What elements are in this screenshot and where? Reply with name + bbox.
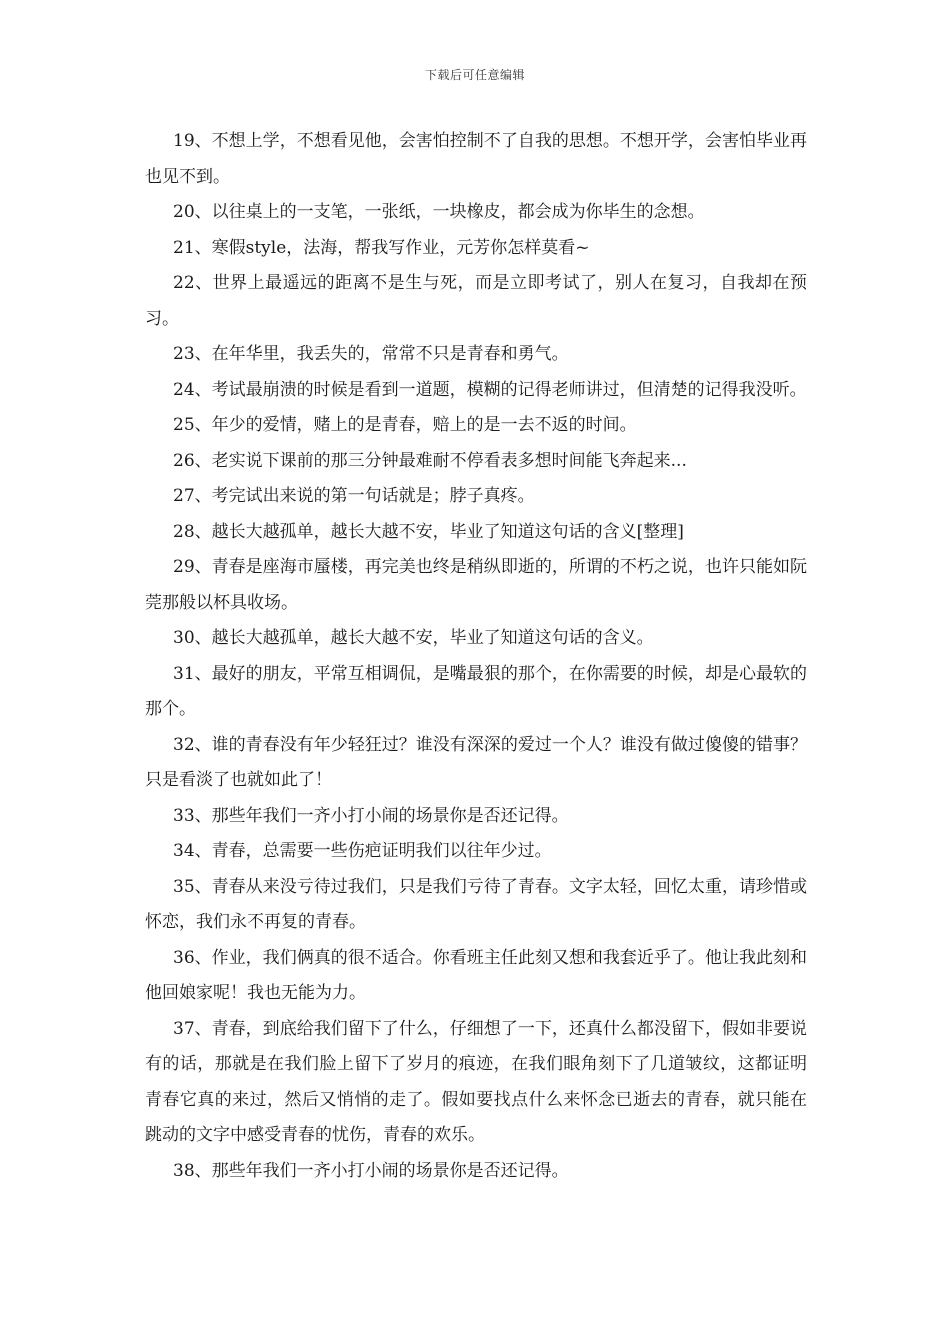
paragraph-26: 26、老实说下课前的那三分钟最难耐不停看表多想时间能飞奔起来... [173,450,687,471]
paragraph-32: 32、谁的青春没有年少轻狂过？谁没有深深的爱过一个人？谁没有做过傻傻的错事？只是看淡了也就如此了！ [145,734,807,790]
paragraph-30: 30、越长大越孤单，越长大越不安，毕业了知道这句话的含义。 [173,628,654,648]
paragraph-38: 38、那些年我们一齐小打小闹的场景你是否还记得。 [173,1160,569,1181]
paragraph-24: 24、考试最崩溃的时候是看到一道题，模糊的记得老师讲过，但清楚的记得我没听。 [173,379,807,400]
paragraph-33: 33、那些年我们一齐小打小闹的场景你是否还记得。 [173,805,569,826]
paragraph-20: 20、以往桌上的一支笔，一张纸，一块橡皮，都会成为你毕生的念想。 [173,202,705,222]
paragraph-21: 21、寒假style，法海，帮我写作业，元芳你怎样莫看~ [173,237,590,258]
paragraph-31: 31、最好的朋友，平常互相调侃，是嘴最狠的那个，在你需要的时候，却是心最软的那个。 [145,663,807,719]
paragraph-22: 22、世界上最遥远的距离不是生与死，而是立即考试了，别人在复习，自我却在预习。 [145,273,807,329]
document-body [145,124,807,1189]
paragraph-28: 28、越长大越孤单，越长大越不安，毕业了知道这句话的含义[整理] [173,521,684,542]
paragraph-27: 27、考完试出来说的第一句话就是；脖子真疼。 [173,486,535,506]
paragraph-25: 25、年少的爱情，赌上的是青春，赔上的是一去不返的时间。 [173,415,637,435]
paragraph-29: 29、青春是座海市蜃楼，再完美也终是稍纵即逝的，所谓的不朽之说，也许只能如阮莞那般以杯具收场。 [145,557,807,613]
paragraph-34: 34、青春，总需要一些伤疤证明我们以往年少过。 [173,841,552,861]
page-header: 下载后可任意编辑 [424,68,525,82]
paragraph-35: 35、青春从来没亏待过我们，只是我们亏待了青春。文字太轻，回忆太重，请珍惜或怀恋，我们永不再复的青春。 [145,876,807,932]
paragraph-19: 19、不想上学，不想看见他，会害怕控制不了自我的思想。不想开学，会害怕毕业再也见不到。 [145,131,807,187]
paragraph-23: 23、在年华里，我丢失的，常常不只是青春和勇气。 [173,344,569,364]
paragraph-37: 37、青春，到底给我们留下了什么，仔细想了一下，还真什么都没留下，假如非要说有的话，那就是在我们脸上留下了岁月的痕迹，在我们眼角刻下了几道皱纹，这都证明青春它真的来过，然后又悄悄的走了。假如要找点什么来怀念已逝去的青春，就只能在跳动的文字中感受青春的忧伤，青春的欢乐。 [145,1018,807,1145]
paragraph-36: 36、作业，我们俩真的很不适合。你看班主任此刻又想和我套近乎了。他让我此刻和他回娘家呢！我也无能为力。 [145,947,807,1003]
